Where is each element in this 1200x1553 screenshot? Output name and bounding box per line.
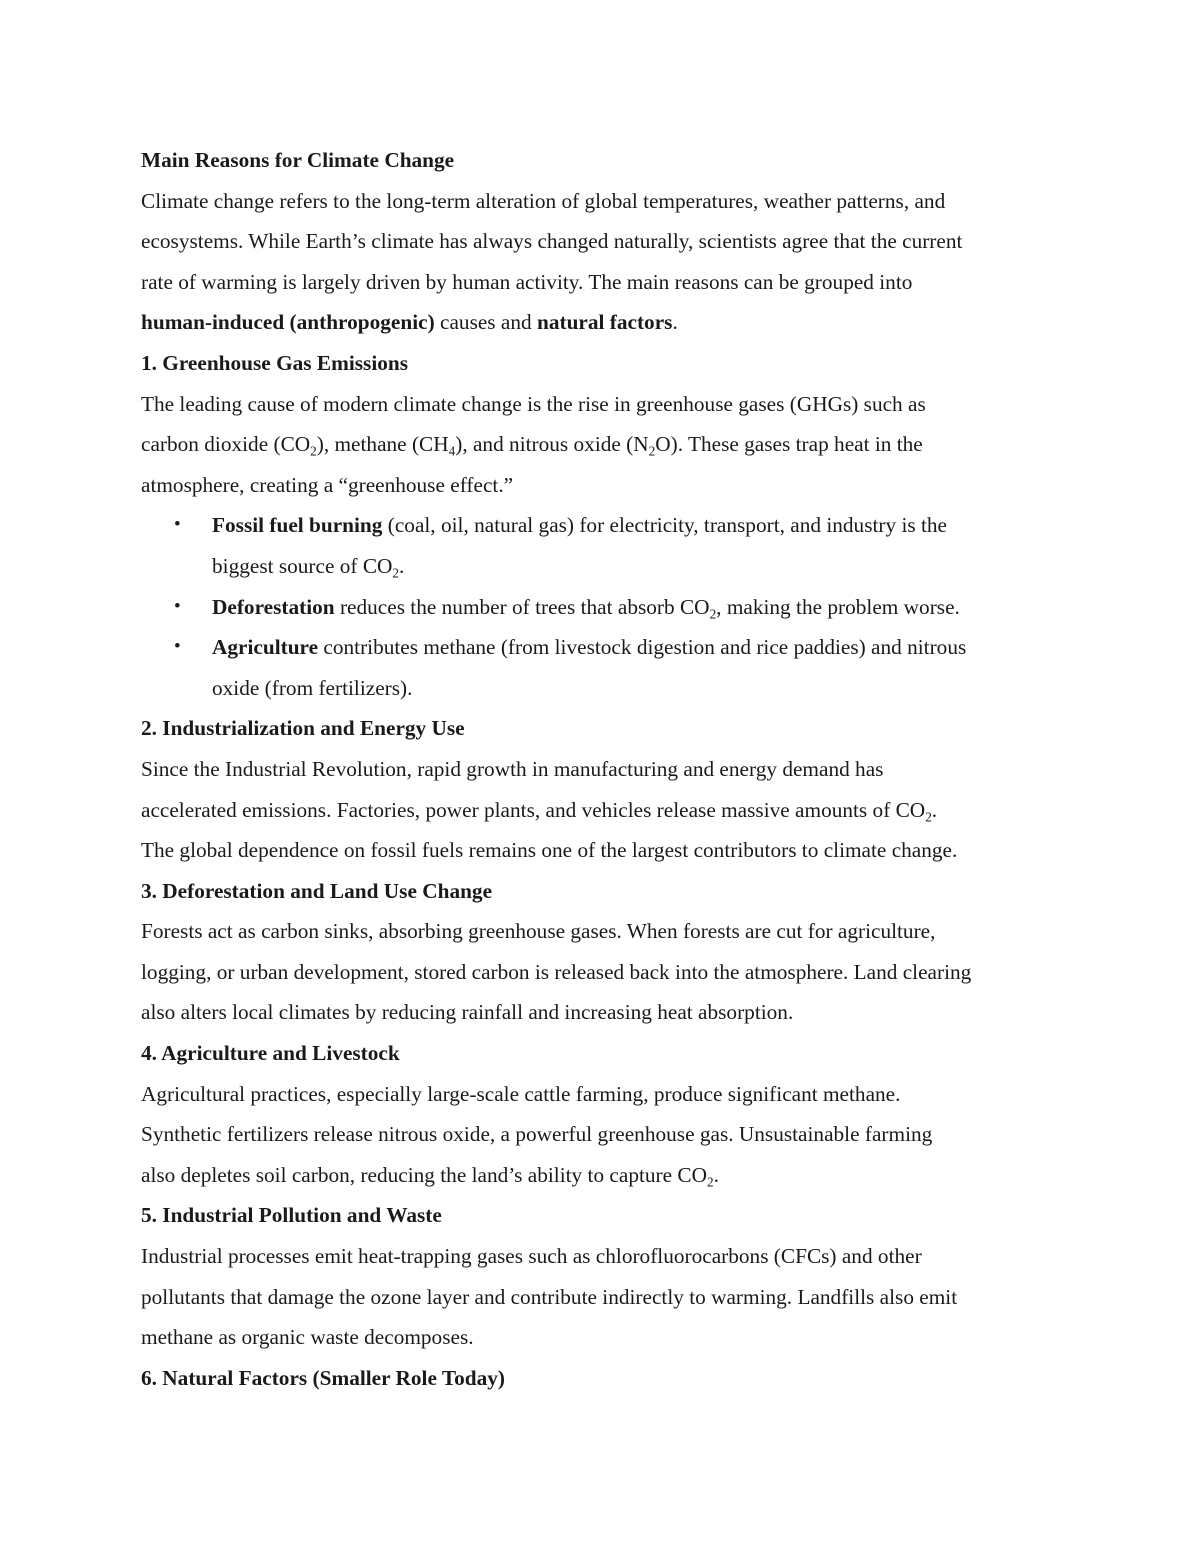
section-4-line-3 xyxy=(141,1155,1060,1196)
text: (coal, oil, natural gas) for electricity, transport, and industry is the xyxy=(382,513,948,538)
intro-line-4 xyxy=(141,302,1060,343)
section-1-line-1: The leading cause of modern climate change is the rise in greenhouse gases (GHGs) such as xyxy=(141,391,926,416)
text: O). These gases trap heat in the xyxy=(655,432,923,457)
text: . xyxy=(931,797,938,822)
intro-text: causes and xyxy=(434,310,537,335)
subscript: 2 xyxy=(648,443,656,459)
subscript: 4 xyxy=(448,443,456,459)
intro-period: . xyxy=(672,310,678,335)
text: , making the problem worse. xyxy=(716,594,960,619)
subscript: 2 xyxy=(925,809,932,825)
bullet-bold-term: Deforestation xyxy=(212,594,335,619)
section-5-line-1: Industrial processes emit heat-trapping gases such as chlorofluorocarbons (CFCs) and other xyxy=(141,1244,922,1269)
text: biggest source of CO xyxy=(212,553,393,578)
bullet-bold-term: Agriculture xyxy=(212,635,319,660)
section-2-heading: 2. Industrialization and Energy Use xyxy=(141,716,465,741)
text: carbon dioxide (CO xyxy=(141,432,311,457)
text: accelerated emissions. Factories, power plants, and vehicles release massive amounts of CO xyxy=(141,797,926,822)
text: ), and nitrous oxide (N xyxy=(455,432,649,457)
section-3-line-2: logging, or urban development, stored carbon is released back into the atmosphere. Land clearing xyxy=(141,959,972,984)
section-3-line-1: Forests act as carbon sinks, absorbing greenhouse gases. When forests are cut for agriculture, xyxy=(141,919,936,944)
subscript: 2 xyxy=(709,606,717,622)
document-title: Main Reasons for Climate Change xyxy=(141,148,455,172)
intro-line-2: ecosystems. While Earth’s climate has always changed naturally, scientists agree that the current xyxy=(141,229,963,254)
section-4-heading: 4. Agriculture and Livestock xyxy=(141,1041,400,1066)
bullet-bold-term: Fossil fuel burning xyxy=(212,513,383,538)
bullet-item-fossil-fuel xyxy=(141,505,1060,546)
text: . xyxy=(399,553,405,578)
section-5-line-3: methane as organic waste decomposes. xyxy=(141,1325,474,1350)
section-1-line-3: atmosphere, creating a “greenhouse effect.” xyxy=(141,472,514,497)
text: also depletes soil carbon, reducing the land’s ability to capture CO xyxy=(141,1162,707,1187)
text: ), methane (CH xyxy=(316,432,449,457)
intro-line-3: rate of warming is largely driven by human activity. The main reasons can be grouped into xyxy=(141,269,913,294)
subscript: 2 xyxy=(707,1174,714,1190)
section-4-line-2: Synthetic fertilizers release nitrous oxide, a powerful greenhouse gas. Unsustainable farming xyxy=(141,1122,933,1147)
bullet-item-agriculture-cont: oxide (from fertilizers). xyxy=(212,675,413,700)
section-2-line-2 xyxy=(141,790,1060,831)
section-4-line-1: Agricultural practices, especially large-scale cattle farming, produce significant methane. xyxy=(141,1081,901,1106)
bullet-icon: • xyxy=(174,636,181,658)
section-2-line-1: Since the Industrial Revolution, rapid growth in manufacturing and energy demand has xyxy=(141,756,884,781)
section-1-heading: 1. Greenhouse Gas Emissions xyxy=(141,350,409,375)
intro-bold-natural-factors: natural factors xyxy=(537,310,673,335)
text: . xyxy=(713,1162,719,1187)
section-3-line-3: also alters local climates by reducing rainfall and increasing heat absorption. xyxy=(141,1000,794,1025)
section-3-heading: 3. Deforestation and Land Use Change xyxy=(141,878,493,903)
section-5-line-2: pollutants that damage the ozone layer and contribute indirectly to warming. Landfills also emit xyxy=(141,1284,958,1309)
subscript: 2 xyxy=(392,565,399,581)
section-5-heading: 5. Industrial Pollution and Waste xyxy=(141,1203,442,1228)
section-1-line-2 xyxy=(141,424,1060,465)
bullet-item-deforestation xyxy=(141,587,1060,628)
bullet-item-agriculture xyxy=(141,627,1060,668)
text: reduces the number of trees that absorb CO xyxy=(334,594,710,619)
section-2-line-3: The global dependence on fossil fuels remains one of the largest contributors to climate change. xyxy=(141,838,958,863)
intro-bold-human-induced: human-induced (anthropogenic) xyxy=(141,310,435,335)
section-6-heading: 6. Natural Factors (Smaller Role Today) xyxy=(141,1365,505,1390)
intro-line-1: Climate change refers to the long-term alteration of global temperatures, weather patterns, and xyxy=(141,188,946,213)
text: contributes methane (from livestock digestion and rice paddies) and nitrous xyxy=(318,635,967,660)
bullet-icon: • xyxy=(174,514,181,536)
subscript: 2 xyxy=(310,443,317,459)
bullet-icon: • xyxy=(174,595,181,617)
bullet-item-fossil-fuel-cont xyxy=(141,546,1060,587)
